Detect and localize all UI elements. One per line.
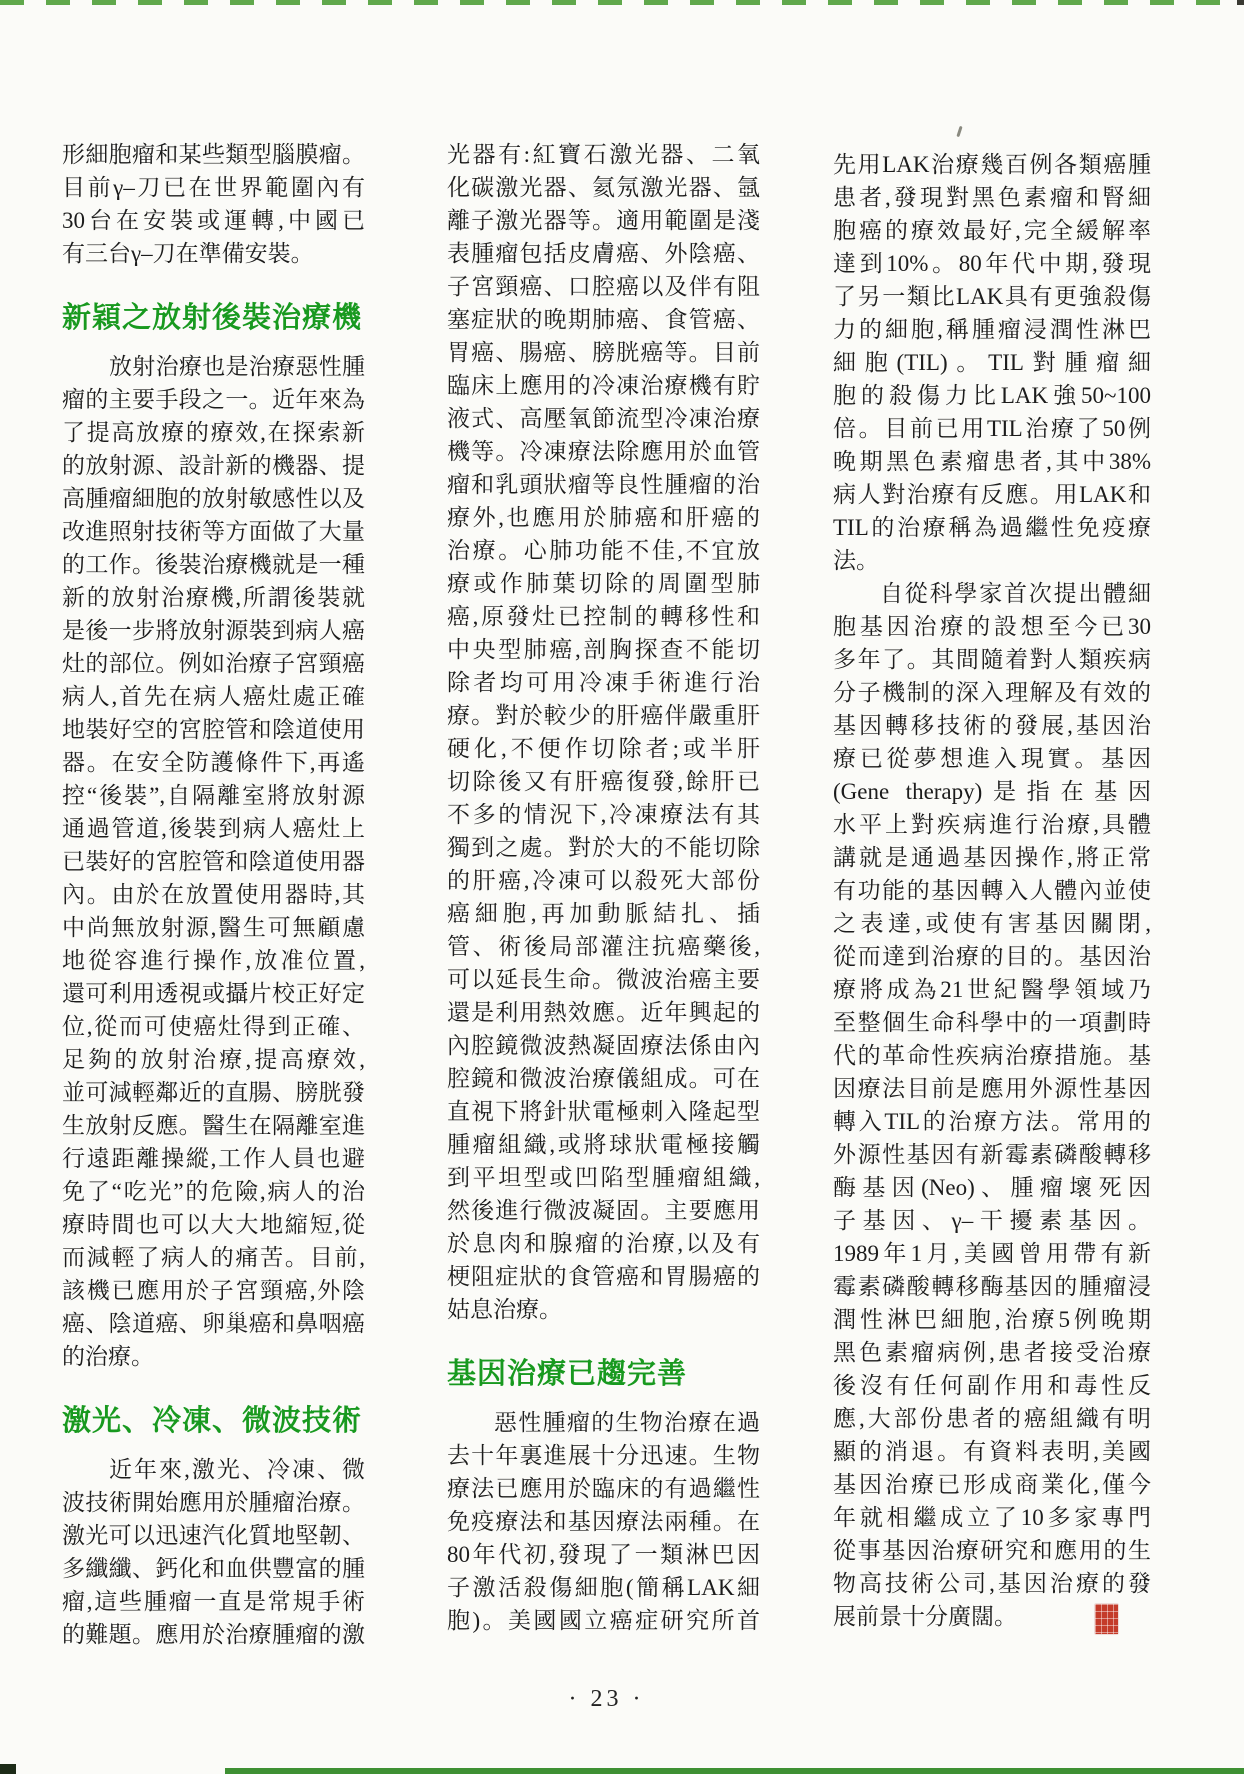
text-line: 胞癌的療效最好,完全緩解率 [833,218,1151,243]
text-line: 展前景十分廣闊。 [833,1604,1017,1629]
text-line: 基因治療已形成商業化,僅今 [833,1472,1151,1497]
text-line: 黑色素瘤病例,患者接受治療 [833,1340,1151,1365]
text-line: 治療。心肺功能不佳,不宜放 [447,538,760,563]
text-line: 從事基因治療研究和應用的生 [833,1538,1151,1563]
text-line: 療外,也應用於肺癌和肝癌的 [447,505,760,530]
text-line: 的放射源、設計新的機器、提 [62,453,365,478]
text-column-middle [447,138,760,1637]
text-line: TIL的治療稱為過繼性免疫療 [833,515,1151,540]
text-line: 除者均可用冷凍手術進行治 [447,670,760,695]
text-line: 免疫療法和基因療法兩種。在 [447,1509,760,1534]
text-line: 地從容進行操作,放准位置, [62,948,365,973]
page-number: · 23 · [568,1686,645,1712]
text-line: 了另一類比LAK具有更強殺傷 [833,284,1151,309]
text-line: 的肝癌,冷凍可以殺死大部份 [447,868,760,893]
text-line: 子激活殺傷細胞(簡稱LAK細 [447,1575,760,1600]
text-line: 表腫瘤包括皮膚癌、外陰癌、 [447,241,760,266]
text-line: 潤性淋巴細胞,治療5例晚期 [833,1307,1151,1332]
text-line: 行遠距離操縱,工作人員也避 [62,1146,365,1171]
text-line: 代的革命性疾病治療措施。基 [833,1043,1151,1068]
text-line: 腫瘤組織,或將球狀電極接觸 [447,1132,760,1157]
text-line: 中尚無放射源,醫生可無顧慮 [62,915,365,940]
text-line: 子宮頸癌、口腔癌以及伴有阻 [447,274,760,299]
text-line: 瘤和乳頭狀瘤等良性腫瘤的治 [447,472,760,497]
text-line: 力的細胞,稱腫瘤浸潤性淋巴 [833,317,1151,342]
text-line: 管、術後局部灌注抗癌藥後, [447,934,760,959]
text-line: 自從科學家首次提出體細 [880,581,1151,606]
text-line: 生放射反應。醫生在隔離室進 [62,1113,365,1138]
text-line: 切除後又有肝癌復發,餘肝已 [447,769,760,794]
scan-speck-top-right [1237,0,1244,5]
text-line: 多纖纖、鈣化和血供豐富的腫 [62,1556,365,1581]
text-line: 應,大部份患者的癌組織有明 [833,1406,1151,1431]
stray-ink-mark [956,126,962,137]
text-line: 瘤,這些腫瘤一直是常規手術 [62,1589,365,1614]
text-line: 之表達,或使有害基因關閉, [833,911,1151,936]
text-line: (Gene therapy)是指在基因 [833,779,1151,804]
text-line: 因療法目前是應用外源性基因 [833,1076,1151,1101]
text-line: 然後進行微波凝固。主要應用 [447,1198,760,1223]
text-line: 內。由於在放置使用器時,其 [62,882,365,907]
text-line: 惡性腫瘤的生物治療在過 [494,1410,760,1435]
scan-mark-bottom-left [0,1764,16,1774]
text-line: 療已從夢想進入現實。基因 [833,746,1151,771]
text-line: 可以延長生命。微波治癌主要 [447,967,760,992]
text-line: 的難題。應用於治療腫瘤的激 [62,1622,365,1647]
text-line: 獨到之處。對於大的不能切除 [447,835,760,860]
text-line: 該機已應用於子宮頸癌,外陰 [62,1278,365,1303]
text-line: 多年了。其間隨着對人類疾病 [833,647,1151,672]
text-line: 療。對於較少的肝癌伴嚴重肝 [447,703,760,728]
text-line: 從而達到治療的目的。基因治 [833,944,1151,969]
text-line: 至整個生命科學中的一項劃時 [833,1010,1151,1035]
text-line: 物高技術公司,基因治療的發 [833,1571,1151,1596]
text-line: 灶的部位。例如治療子宮頸癌 [62,651,365,676]
text-line: 梗阻症狀的食管癌和胃腸癌的 [447,1264,760,1289]
red-seal-stamp-icon [1095,1604,1118,1634]
text-line: 胞)。美國國立癌症研究所首 [447,1608,760,1633]
text-line: 胞基因治療的設想至今已30 [833,614,1151,639]
text-line: 水平上對疾病進行治療,具體 [833,812,1151,837]
text-line: 姑息治療。 [447,1297,562,1322]
text-line: 達到10%。80年代中期,發現 [833,251,1151,276]
text-line: 放射治療也是治療惡性腫 [109,354,365,379]
text-line: 並可減輕鄰近的直腸、膀胱發 [62,1080,365,1105]
text-line: 還可利用透視或攝片校正好定 [62,981,365,1006]
text-line: 機等。冷凍療法除應用於血管 [447,439,760,464]
text-line: 晚期黑色素瘤患者,其中38% [833,449,1151,474]
section-heading: 基因治療已趨完善 [447,1358,688,1390]
text-line: 癌細胞,再加動脈結扎、插 [447,901,760,926]
text-line: 形細胞瘤和某些類型腦膜瘤。 [62,142,365,167]
text-column-left [62,138,365,1651]
text-line: 免了“吃光”的危險,病人的治 [62,1179,365,1204]
text-line: 器。在安全防護條件下,再遙 [62,750,365,775]
section-heading: 新穎之放射後裝治療機 [62,302,363,334]
text-line: 而減輕了病人的痛苦。目前, [62,1245,365,1270]
text-line: 基因轉移技術的發展,基因治 [833,713,1151,738]
text-line: 子基因、γ–干擾素基因。 [833,1208,1151,1233]
text-line: 地裝好空的宮腔管和陰道使用 [62,717,365,742]
text-line: 臨床上應用的冷凍治療機有貯 [447,373,760,398]
text-line: 年就相繼成立了10多家專門 [833,1505,1151,1530]
text-line: 足夠的放射治療,提高療效, [62,1047,365,1072]
text-line: 療或作肺葉切除的周圍型肺 [447,571,760,596]
text-line: 硬化,不便作切除者;或半肝 [447,736,760,761]
text-line: 後沒有任何副作用和毒性反 [833,1373,1151,1398]
text-line: 外源性基因有新霉素磷酸轉移 [833,1142,1151,1167]
text-line: 療將成為21世紀醫學領域乃 [833,977,1151,1002]
top-edge-dash-marks [0,0,1244,5]
text-column-right [833,148,1151,1633]
text-line: 到平坦型或凹陷型腫瘤組織, [447,1165,760,1190]
text-line: 講就是通過基因操作,將正常 [833,845,1151,870]
text-line: 通過管道,後裝到病人癌灶上 [62,816,365,841]
text-line: 先用LAK治療幾百例各類癌腫 [833,152,1151,177]
text-line: 病人對治療有反應。用LAK和 [833,482,1151,507]
text-line: 癌,原發灶已控制的轉移性和 [447,604,760,629]
text-line: 是後一步將放射源裝到病人癌 [62,618,365,643]
text-line: 分子機制的深入理解及有效的 [833,680,1151,705]
text-line: 離子激光器等。適用範圍是淺 [447,208,760,233]
text-line: 細胞(TIL)。TIL對腫瘤細 [833,350,1151,375]
text-line: 改進照射技術等方面做了大量 [62,519,365,544]
text-line: 的治療。 [62,1344,154,1369]
text-line: 近年來,激光、冷凍、微 [109,1457,365,1482]
text-line: 目前γ–刀已在世界範圍內有 [62,175,365,200]
text-line: 中央型肺癌,剖胸探查不能切 [447,637,760,662]
text-line: 80年代初,發現了一類淋巴因 [447,1542,760,1567]
text-line: 霉素磷酸轉移酶基因的腫瘤浸 [833,1274,1151,1299]
text-line: 瘤的主要手段之一。近年來為 [62,387,365,412]
text-line: 內腔鏡微波熱凝固療法係由內 [447,1033,760,1058]
text-line: 液式、高壓氧節流型冷凍治療 [447,406,760,431]
bottom-edge-green-bar [225,1768,1244,1774]
text-line: 療法已應用於臨床的有過繼性 [447,1476,760,1501]
text-line: 1989年1月,美國曾用帶有新 [833,1241,1151,1266]
text-line: 的工作。後裝治療機就是一種 [62,552,365,577]
text-line: 新的放射治療機,所謂後裝就 [62,585,365,610]
text-line: 了提高放療的療效,在探索新 [62,420,365,445]
text-line: 位,從而可使癌灶得到正確、 [62,1014,365,1039]
text-line: 有功能的基因轉入人體內並使 [833,878,1151,903]
text-line: 病人,首先在病人癌灶處正確 [62,684,365,709]
text-line: 轉入TIL的治療方法。常用的 [833,1109,1151,1134]
text-line: 胞的殺傷力比LAK強50~100 [833,383,1151,408]
text-line: 患者,發現對黑色素瘤和腎細 [833,185,1151,210]
text-line: 直視下將針狀電極刺入隆起型 [447,1099,760,1124]
text-line: 波技術開始應用於腫瘤治療。 [62,1490,365,1515]
text-line: 腔鏡和微波治療儀組成。可在 [447,1066,760,1091]
text-line: 於息肉和腺瘤的治療,以及有 [447,1231,760,1256]
text-line: 已裝好的宮腔管和陰道使用器 [62,849,365,874]
text-line: 法。 [833,548,879,573]
text-line: 還是利用熱效應。近年興起的 [447,1000,760,1025]
text-line: 光器有:紅寶石激光器、二氧 [447,142,760,167]
text-line: 去十年裏進展十分迅速。生物 [447,1443,760,1468]
text-line: 30台在安裝或運轉,中國已 [62,208,365,233]
text-line: 化碳激光器、氦氖激光器、氬 [447,175,760,200]
text-line: 顯的消退。有資料表明,美國 [833,1439,1151,1464]
text-line: 倍。目前已用TIL治療了50例 [833,416,1151,441]
text-line: 激光可以迅速汽化質地堅韌、 [62,1523,365,1548]
text-line: 控“後裝”,自隔離室將放射源 [62,783,365,808]
text-line: 胃癌、腸癌、膀胱癌等。目前 [447,340,760,365]
section-heading: 激光、冷凍、微波技術 [62,1405,363,1437]
text-line: 不多的情況下,冷凍療法有其 [447,802,760,827]
text-line: 有三台γ–刀在準備安裝。 [62,241,314,266]
text-line: 療時間也可以大大地縮短,從 [62,1212,365,1237]
text-line: 酶基因(Neo)、腫瘤壞死因 [833,1175,1151,1200]
text-line: 高腫瘤細胞的放射敏感性以及 [62,486,365,511]
text-line: 塞症狀的晚期肺癌、食管癌、 [447,307,760,332]
text-line: 癌、陰道癌、卵巢癌和鼻咽癌 [62,1311,365,1336]
